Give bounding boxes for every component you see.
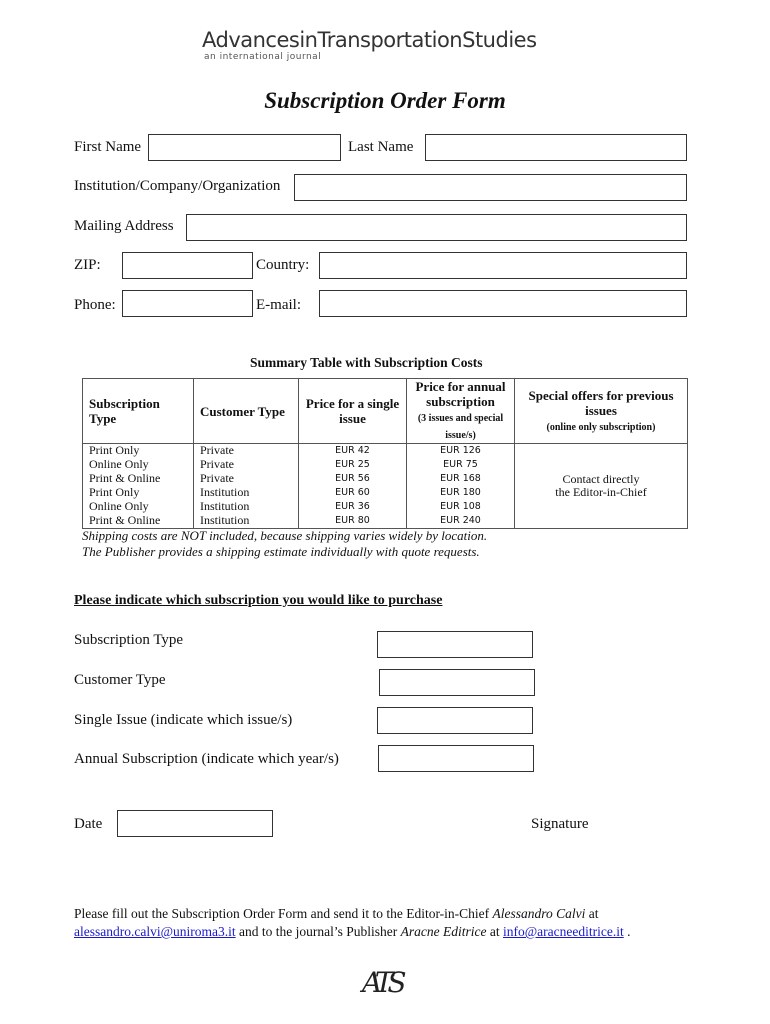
row-cust-type: Institution bbox=[194, 514, 299, 529]
logo-title: AdvancesinTransportationStudies bbox=[202, 28, 537, 52]
country-label: Country: bbox=[256, 257, 310, 273]
row-sub-type: Print Only bbox=[83, 444, 194, 459]
row-annual-price: EUR 180 bbox=[407, 486, 515, 500]
footer-text-1: Please fill out the Subscription Order Form and send it to the Editor-in-Chief bbox=[74, 906, 493, 921]
logo-subtitle: an international journal bbox=[204, 52, 322, 62]
header-annual-note: (3 issues and special issue/s) bbox=[417, 413, 504, 441]
single-issue-label: Single Issue (indicate which issue/s) bbox=[74, 712, 293, 728]
institution-field[interactable] bbox=[294, 174, 687, 201]
annual-sub-label: Annual Subscription (indicate which year/s) bbox=[74, 751, 339, 767]
date-label: Date bbox=[74, 816, 103, 832]
publisher-email-link[interactable]: info@aracneeditrice.it bbox=[502, 924, 624, 939]
special-contact-line2: the Editor-in-Chief bbox=[555, 485, 647, 499]
row-cust-type: Private bbox=[194, 472, 299, 486]
row-sub-type: Online Only bbox=[83, 458, 194, 472]
table-title: Summary Table with Subscription Costs bbox=[250, 355, 483, 370]
first-name-field[interactable] bbox=[148, 134, 341, 161]
editor-email-link[interactable]: alessandro.calvi@uniroma3.it bbox=[74, 924, 236, 939]
purchase-sub-type-field[interactable] bbox=[377, 631, 533, 658]
institution-label: Institution/Company/Organization bbox=[74, 178, 281, 194]
zip-field[interactable] bbox=[122, 252, 253, 279]
footer-text-2: at bbox=[585, 906, 599, 921]
phone-field[interactable] bbox=[122, 290, 253, 317]
row-sub-type: Online Only bbox=[83, 500, 194, 514]
row-annual-price: EUR 75 bbox=[407, 458, 515, 472]
zip-label: ZIP: bbox=[74, 257, 101, 273]
purchase-sub-type-label: Subscription Type bbox=[74, 632, 184, 648]
row-annual-price: EUR 168 bbox=[407, 472, 515, 486]
subscription-costs-table bbox=[82, 378, 688, 529]
special-offers-cell bbox=[515, 444, 688, 529]
purchase-cust-type-field[interactable] bbox=[379, 669, 535, 696]
row-annual-price: EUR 240 bbox=[407, 514, 515, 529]
footer-logo: ATS bbox=[362, 966, 401, 999]
country-field[interactable] bbox=[319, 252, 687, 279]
footer-text-5: . bbox=[623, 924, 631, 939]
last-name-label: Last Name bbox=[348, 139, 414, 155]
date-field[interactable] bbox=[117, 810, 273, 837]
row-single-price: EUR 56 bbox=[299, 472, 407, 486]
first-name-label: First Name bbox=[74, 139, 142, 155]
header-special-label: Special offers for previous issues bbox=[528, 387, 674, 418]
footer-text-4: at bbox=[486, 924, 503, 939]
address-field[interactable] bbox=[186, 214, 687, 241]
row-cust-type: Institution bbox=[194, 500, 299, 514]
row-single-price: EUR 80 bbox=[299, 514, 407, 529]
purchase-cust-type-label: Customer Type bbox=[74, 672, 166, 688]
row-cust-type: Private bbox=[194, 458, 299, 472]
header-subscription-type: Subscription Type bbox=[83, 379, 194, 444]
footer-instructions bbox=[74, 905, 714, 941]
row-sub-type: Print & Online bbox=[83, 472, 194, 486]
row-single-price: EUR 60 bbox=[299, 486, 407, 500]
purchase-heading: Please indicate which subscription you would like to purchase bbox=[74, 593, 443, 608]
header-single-issue: Price for a single issue bbox=[299, 379, 407, 444]
address-label: Mailing Address bbox=[74, 218, 174, 234]
special-contact-line1: Contact directly bbox=[562, 471, 640, 486]
editor-name: Alessandro Calvi bbox=[492, 906, 586, 921]
single-issue-field[interactable] bbox=[377, 707, 533, 734]
header-customer-type: Customer Type bbox=[194, 379, 299, 444]
phone-label: Phone: bbox=[74, 297, 116, 313]
email-label: E-mail: bbox=[256, 297, 301, 313]
row-single-price: EUR 25 bbox=[299, 458, 407, 472]
annual-sub-field[interactable] bbox=[378, 745, 534, 772]
signature-label: Signature bbox=[531, 816, 589, 832]
table-row bbox=[83, 444, 688, 459]
row-single-price: EUR 42 bbox=[299, 444, 407, 459]
row-cust-type: Private bbox=[194, 444, 299, 459]
publisher-name: Aracne Editrice bbox=[400, 924, 487, 939]
row-annual-price: EUR 126 bbox=[407, 444, 515, 459]
header-annual-label: Price for annual subscription bbox=[415, 379, 506, 409]
row-single-price: EUR 36 bbox=[299, 500, 407, 514]
row-sub-type: Print Only bbox=[83, 486, 194, 500]
footer-text-3: and to the journal’s Publisher bbox=[235, 924, 401, 939]
header-annual bbox=[407, 379, 515, 444]
email-field[interactable] bbox=[319, 290, 687, 317]
shipping-note-2: The Publisher provides a shipping estimate individually with quote requests. bbox=[82, 544, 480, 559]
page-title: Subscription Order Form bbox=[264, 88, 506, 113]
row-annual-price: EUR 108 bbox=[407, 500, 515, 514]
last-name-field[interactable] bbox=[425, 134, 687, 161]
row-sub-type: Print & Online bbox=[83, 514, 194, 529]
header-special-note: (online only subscription) bbox=[546, 421, 656, 433]
row-cust-type: Institution bbox=[194, 486, 299, 500]
header-special-offers bbox=[515, 379, 688, 444]
shipping-note-1: Shipping costs are NOT included, because shipping varies widely by location. bbox=[82, 528, 488, 543]
